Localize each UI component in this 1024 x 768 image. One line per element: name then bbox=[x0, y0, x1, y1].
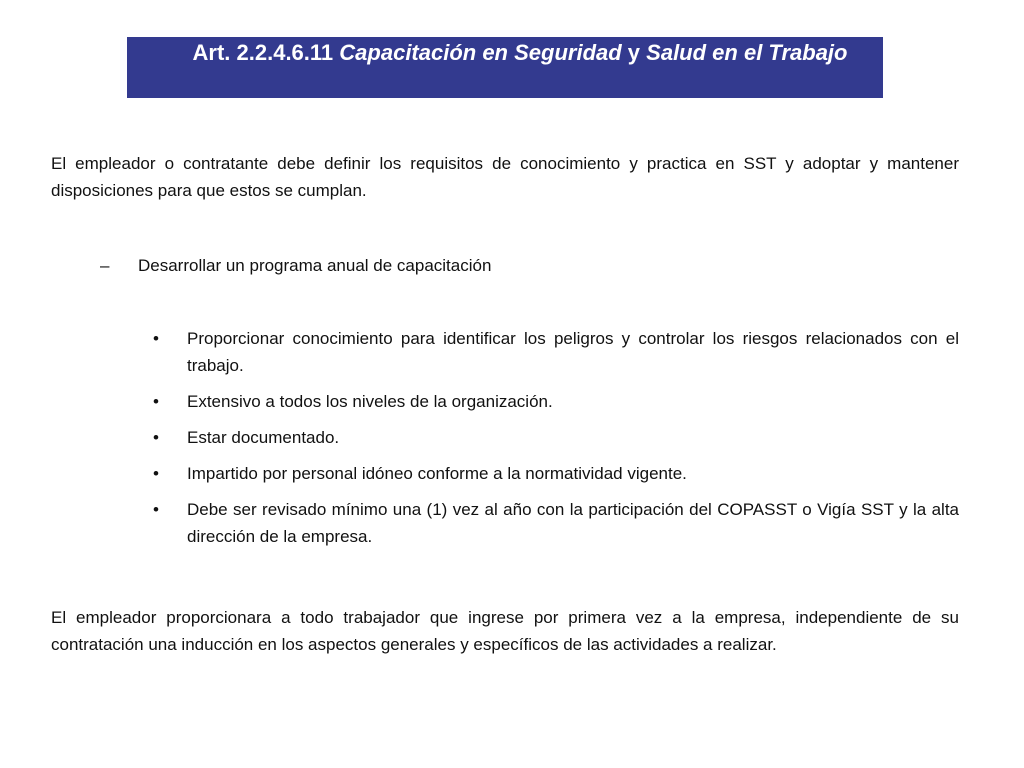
bullet-icon: • bbox=[153, 464, 159, 483]
bullet-text: Extensivo a todos los niveles de la organización. bbox=[187, 392, 553, 411]
intro-paragraph: El empleador o contratante debe definir los requisitos de conocimiento y practica en SST y adoptar y mantener disposiciones para que estos se cumplan. bbox=[51, 154, 959, 200]
title-connector: y bbox=[621, 40, 647, 65]
dash-list-item bbox=[100, 252, 900, 279]
title-prefix: Art. 2.2.4.6.11 bbox=[192, 40, 340, 65]
closing-paragraph: El empleador proporcionara a todo trabajador que ingrese por primera vez a la empresa, independiente de su contratación una inducción en los aspectos generales y específicos de las actividades a realizar. bbox=[51, 608, 959, 654]
bullet-item bbox=[150, 325, 959, 379]
bullet-item bbox=[150, 496, 959, 550]
bullet-text: Proporcionar conocimiento para identificar los peligros y controlar los riesgos relacionados con el trabajo. bbox=[187, 329, 959, 375]
bullet-item bbox=[150, 388, 959, 415]
title-italic-1: Capacitación en Seguridad bbox=[339, 40, 622, 65]
title-banner bbox=[127, 37, 883, 98]
bullet-text: Debe ser revisado mínimo una (1) vez al año con la participación del COPASST o Vigía SST y la alta dirección de la empresa. bbox=[187, 500, 959, 546]
dash-item-text: Desarrollar un programa anual de capacitación bbox=[138, 256, 492, 275]
bullet-icon: • bbox=[153, 500, 159, 519]
bullet-list bbox=[150, 325, 959, 559]
bullet-icon: • bbox=[153, 329, 159, 348]
bullet-text: Estar documentado. bbox=[187, 428, 340, 447]
bullet-item bbox=[150, 460, 959, 487]
title-italic-2: Salud en el Trabajo bbox=[646, 40, 848, 65]
bullet-icon: • bbox=[153, 392, 159, 411]
bullet-icon: • bbox=[153, 428, 159, 447]
dash-marker: – bbox=[100, 256, 110, 275]
bullet-text: Impartido por personal idóneo conforme a la normatividad vigente. bbox=[187, 464, 687, 483]
bullet-item bbox=[150, 424, 959, 451]
